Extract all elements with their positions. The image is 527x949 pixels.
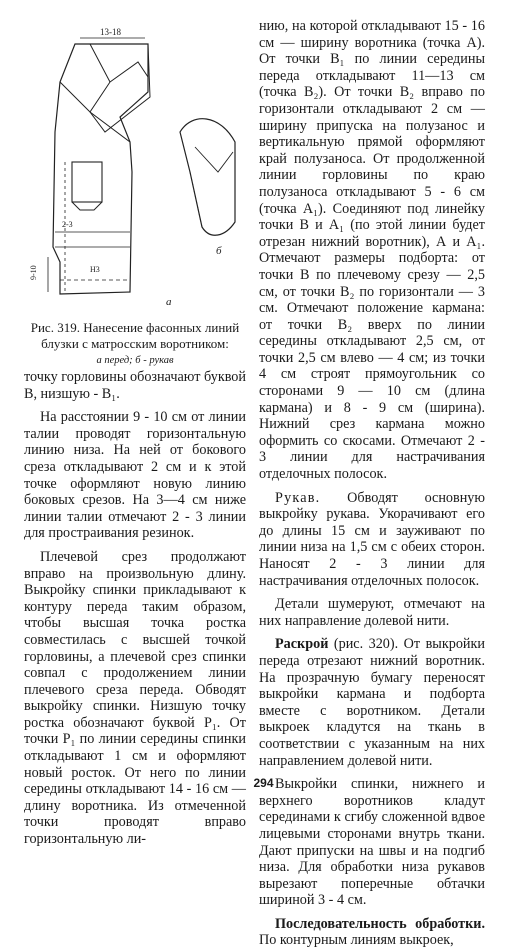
figure-label-measure-top: 13-18 (100, 27, 121, 37)
figure-label-a: а (166, 296, 172, 308)
right-paragraph-5: Выкройки спинки, нижнего и верхнего воротников кладут серединами к сгибу сложенной вдвое лицевыми сторонами внутрь ткани. Дают припуски на швы и на подгиб низа. Для обработки низа рукавов вырезают поперечные обтачки шириной 3 - 4 см. (259, 776, 485, 909)
figure-label-b: б (216, 245, 222, 257)
caption-main: Рис. 319. Нанесение фасонных линий блузки с матросским воротником: (30, 320, 240, 351)
figure-label-small: Н3 (90, 265, 100, 274)
sequence-heading: Последовательность обработки. (275, 915, 485, 932)
right-column (259, 18, 485, 949)
left-paragraph-1: точку горловины обозначают буквой В, низшую - В₁. (24, 369, 246, 402)
right-paragraph-cutting (259, 636, 485, 769)
right-paragraph-sleeve (259, 490, 485, 590)
pattern-drawing (20, 22, 245, 312)
pattern-figure (20, 22, 245, 312)
left-paragraph-3: Плечевой срез продолжают вправо на произвольную длину. Выкройку спинки прикладывают к контуру переда таким образом, чтобы высшая точка ростка совместилась с высшей точкой горловины, а плечевой срез спинки совпал с продолжением линии плечевого среза переда. Обводят выкройку спинки. Низшую точку ростка обозначают буквой Р₁. От точки Р₁ по линии середины спинки откладывают 1 см и оформляют новый росток. От него по линии середины откладывают 14 - 16 см — длину воротника. Из отмеченной точки проводят вправо горизонтальную ли- (24, 548, 246, 848)
cutting-text: (рис. 320). От выкройки переда отрезают нижний воротник. На прозрачную бумагу переносят выкройки кармана и подборта вместе с воротником. Детали выкроек кладутся на ткань в соответствии с указанным на них направлением долевой нити. (259, 636, 485, 769)
right-paragraph-3: Детали шумеруют, отмечают на них направление долевой нити. (259, 596, 485, 629)
sleeve-text: Обводят основную выкройку рукава. Укорачивают его до длины 15 см и зауживают по линии низа на 1,5 см с обеих сторон. Наносят 2 - 3 линии для настрачивания отделочных полосок. (259, 489, 485, 589)
figure-caption (24, 320, 246, 369)
left-paragraph-2: На расстоянии 9 - 10 см от линии талии проводят горизонтальную линию низа. На ней от бокового среза откладывают 2 см и к этой точке оформляют новую линию боковых срезов. На 3—4 см ниже линии талии отмечают 2 - 3 линии для простраивания резинок. (24, 409, 246, 542)
sequence-text: По контурным линиям выкроек, (259, 932, 454, 949)
right-paragraph-1: нию, на которой откладывают 15 - 16 см — ширину воротника (точка А). От точки В₁ по линии середины переда откладывают 11—13 см (точка В₂). От точки В₂ вправо по горизонтали откладывают 2 см — ширину припуска на полузанос и вертикальную прямой оформляют край полузаноса. От продолженной линии горловины по краю полузаноса откладывают 5 - 6 см (точка А₁). Соединяют под линейку точки В и А₁ (по этой линии будет отрезан нижний воротник), А и А₁. Отмечают размеры подборта: от точки В по плечевому срезу — 2,5 см, от точки В₂ по горизонтали — 3 см. Отмечают положение кармана: от точки В₂ вверх по линии середины откладывают 2,5 см, от точки 2,5 см влево — 4 см; из точки 4 см строят прямоугольник со сторонами 9 — 10 см (длина кармана) и 8 - 9 см (ширина). Нижний срез кармана можно оформить со скосами. Отмечают 2 - 3 линии для настрачивания отделочных полосок. (259, 18, 485, 483)
figure-label-dim-left: 9-10 (29, 265, 38, 280)
sleeve-heading: Рукав. (275, 489, 321, 506)
caption-sub: а перед; б - рукав (96, 355, 174, 366)
cutting-heading: Раскрой (275, 636, 329, 653)
right-paragraph-sequence (259, 916, 485, 949)
figure-label-dim-bottom: 2-3 (62, 220, 73, 229)
page-number: 294 (253, 776, 274, 790)
